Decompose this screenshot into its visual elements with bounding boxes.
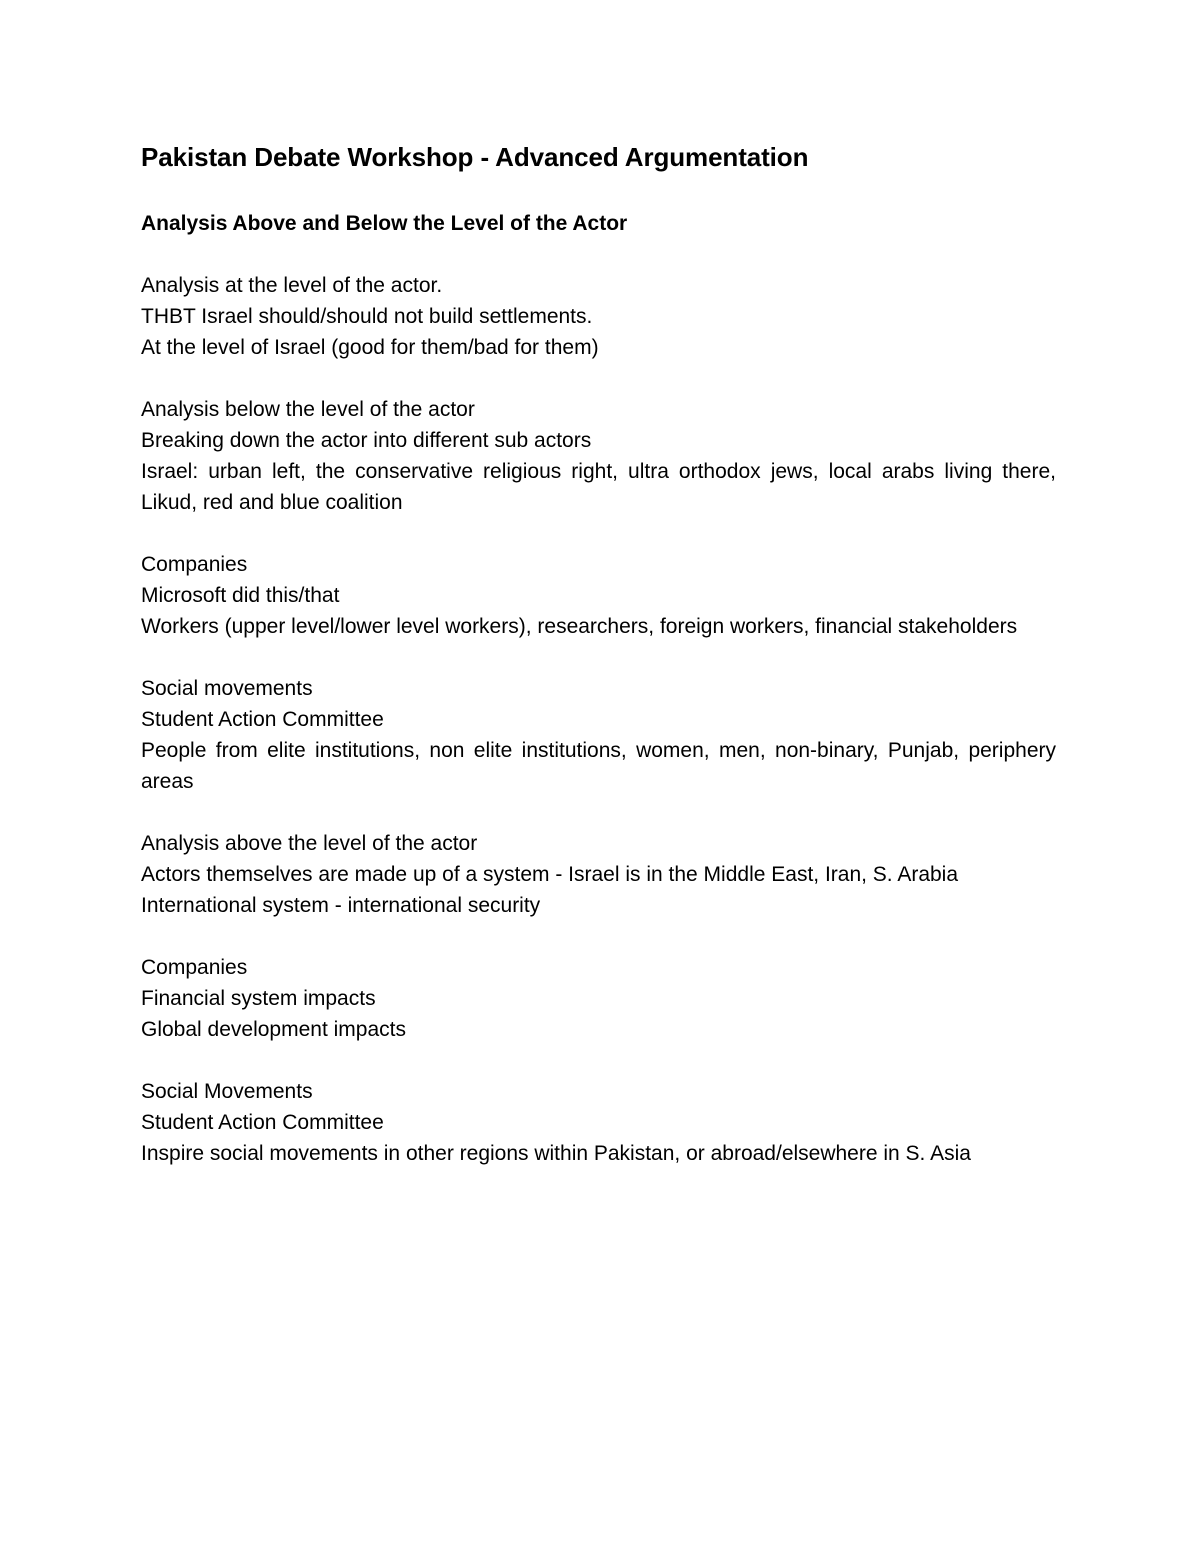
- section-below-level-of-actor: [141, 394, 1056, 518]
- paragraph-gap: [141, 1045, 1056, 1076]
- paragraph-gap: [141, 921, 1056, 952]
- paragraph-line: Analysis below the level of the actor: [141, 398, 475, 421]
- paragraph-gap: [141, 642, 1056, 673]
- paragraph-gap: [141, 363, 1056, 394]
- document-page: [141, 138, 1056, 1169]
- document-title: Pakistan Debate Workshop - Advanced Argumentation: [141, 142, 809, 172]
- paragraph-line: Microsoft did this/that: [141, 584, 340, 607]
- section-above-level-of-actor: [141, 828, 1056, 921]
- paragraph-line: Global development impacts: [141, 1018, 406, 1041]
- paragraph-line: Workers (upper level/lower level workers), researchers, foreign workers, financial stakeholders: [141, 615, 1018, 638]
- paragraph-line: Inspire social movements in other regions within Pakistan, or abroad/elsewhere in S. Asia: [141, 1142, 971, 1165]
- paragraph-line: Social movements: [141, 677, 313, 700]
- paragraph-gap: [141, 797, 1056, 828]
- paragraph-line: Analysis above the level of the actor: [141, 832, 478, 855]
- paragraph-line: THBT Israel should/should not build settlements.: [141, 305, 593, 328]
- section-level-of-actor: [141, 270, 1056, 363]
- paragraph-line: People from elite institutions, non elite institutions, women, men, non-binary, Punjab, periphery areas: [141, 739, 1056, 793]
- paragraph-line: Israel: urban left, the conservative religious right, ultra orthodox jews, local arabs living there, Likud, red and blue coalition: [141, 460, 1056, 514]
- section-social-movements-above: [141, 1076, 1056, 1169]
- paragraph-line: Companies: [141, 553, 248, 576]
- paragraph-line: Student Action Committee: [141, 1111, 384, 1134]
- section-companies-above: [141, 952, 1056, 1045]
- section-social-movements-below: [141, 673, 1056, 797]
- paragraph-line: Companies: [141, 956, 248, 979]
- paragraph-line: Actors themselves are made up of a system - Israel is in the Middle East, Iran, S. Arabia: [141, 863, 959, 886]
- document-subtitle: Analysis Above and Below the Level of the Actor: [141, 212, 628, 235]
- paragraph-line: Financial system impacts: [141, 987, 376, 1010]
- paragraph-line: Social Movements: [141, 1080, 313, 1103]
- paragraph-gap: [141, 518, 1056, 549]
- section-companies-below: [141, 549, 1056, 642]
- paragraph-line: At the level of Israel (good for them/bad for them): [141, 336, 599, 359]
- paragraph-line: Student Action Committee: [141, 708, 384, 731]
- paragraph-line: Breaking down the actor into different sub actors: [141, 429, 592, 452]
- paragraph-line: Analysis at the level of the actor.: [141, 274, 443, 297]
- paragraph-line: International system - international security: [141, 894, 541, 917]
